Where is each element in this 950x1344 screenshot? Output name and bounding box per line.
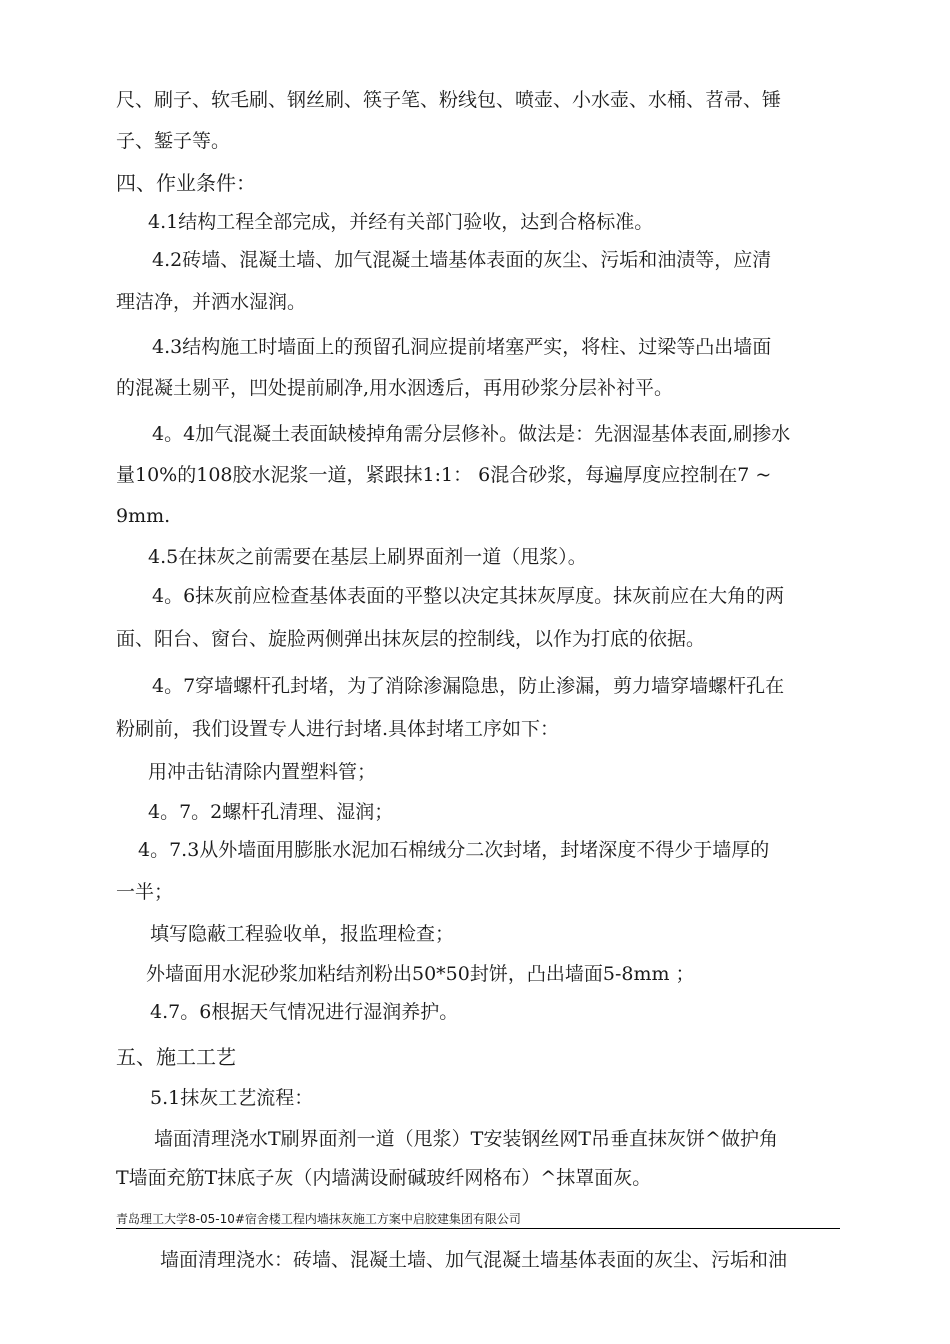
text-line: 粉刷前，我们设置专人进行封堵.具体封堵工序如下： [116,718,560,740]
text-line: 4.5在抹灰之前需要在基层上刷界面剂一道（甩浆）。 [148,546,587,568]
text-line: 4.3结构施工时墙面上的预留孔洞应提前堵塞严实，将柱、过梁等凸出墙面 [152,336,772,358]
text-line: 子、錾子等。 [116,130,231,152]
section-heading: 四、作业条件： [116,171,256,195]
text-line: 4.2砖墙、混凝土墙、加气混凝土墙基体表面的灰尘、污垢和油渍等，应清 [152,249,772,271]
text-line: 墙面清理浇水：砖墙、混凝土墙、加气混凝土墙基体表面的灰尘、污垢和油 [160,1249,788,1271]
text-line: 理洁净，并洒水湿润。 [116,291,307,313]
text-line: 的混凝土剔平，凹处提前刷净,用水洇透后，再用砂浆分层补衬平。 [116,377,674,399]
page-footer: 青岛理工大学8-05-10#宿舍楼工程内墙抹灰施工方案中启胶建集团有限公司 [116,1212,521,1226]
text-line: 4。7。2螺杆孔清理、湿润； [148,801,394,823]
text-line: 4。7.3从外墙面用膨胀水泥加石棉绒分二次封堵，封堵深度不得少于墙厚的 [138,839,770,861]
text-line: 4。7穿墙螺杆孔封堵，为了消除渗漏隐患，防止渗漏，剪力墙穿墙螺杆孔在 [152,675,785,697]
section-heading: 五、施工工艺 [116,1045,236,1069]
text-line: 面、阳台、窗台、旋脸两侧弹出抹灰层的控制线，以作为打底的依据。 [116,628,706,650]
text-line: 9mm. [116,505,171,527]
text-line: 墙面清理浇水T刷界面剂一道（甩浆）T安装钢丝网T吊垂直抹灰饼^做护角 [154,1128,778,1150]
text-line: 4。4加气混凝土表面缺棱掉角需分层修补。做法是：先洇湿基体表面,刷掺水 [152,423,791,445]
text-line: 尺、刷子、软毛刷、钢丝刷、筷子笔、粉线包、喷壶、小水壶、水桶、苕帚、锤 [116,89,782,111]
text-line: 4。6抹灰前应检查基体表面的平整以决定其抹灰厚度。抹灰前应在大角的两 [152,585,785,607]
text-line: 量10%的108胶水泥浆一道，紧跟抹1:1： 6混合砂浆，每遍厚度应控制在7 ~ [116,464,772,486]
text-line: 用冲击钻清除内置塑料管； [148,761,377,783]
text-line: 5.1抹灰工艺流程： [150,1087,314,1109]
text-line: 4.1结构工程全部完成，并经有关部门验收，达到合格标准。 [148,211,654,233]
text-line: 外墙面用水泥砂浆加粘结剂粉出50*50封饼，凸出墙面5-8mm ； [146,963,695,985]
text-line: 4.7。6根据天气情况进行湿润养护。 [150,1001,459,1023]
text-line: 填写隐蔽工程验收单，报监理检查； [150,923,455,945]
text-line: T墙面充筋T抹底子灰（内墙满设耐碱玻纤网格布）^抹罩面灰。 [116,1167,652,1189]
text-line: 一半； [116,881,174,903]
footer-divider [116,1228,840,1229]
